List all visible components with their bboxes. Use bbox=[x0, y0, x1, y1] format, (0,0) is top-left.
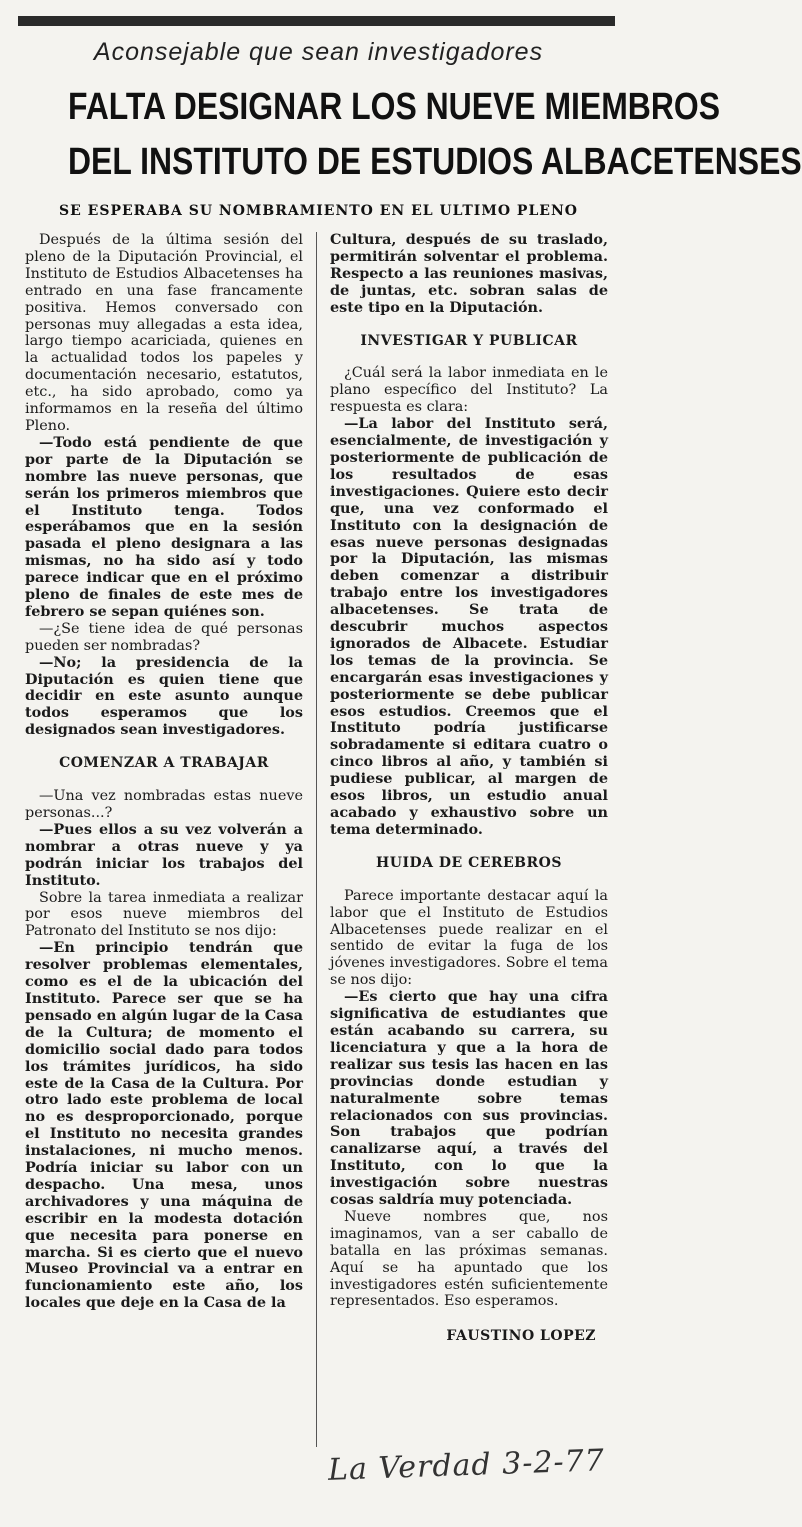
paragraph: —Todo está pendiente de que por parte de la Diputación se nombre las nueve personas, que serán los primeros miembros que el Instituto tenga. Todos esperábamos que en la sesión pasada el pleno designara a las mismas, no ha sido así y todo parece indicar que en el próximo pleno de finales de este mes de febrero se sepan quiénes son. bbox=[25, 433, 303, 620]
paragraph: —Pues ellos a su vez volverán a nombrar a otras nueve y ya podrán iniciar los trabajos del Instituto. bbox=[25, 820, 303, 889]
paragraph: Sobre la tarea inmediata a realizar por esos nueve miembros del Patronato del Instituto se nos dijo: bbox=[25, 889, 303, 940]
paragraph: —No; la presidencia de la Diputación es quien tiene que decidir en este asunto aunque todos esperamos que los designados sean investigadores. bbox=[25, 653, 303, 739]
section-title-comenzar: COMENZAR A TRABAJAR bbox=[59, 755, 269, 772]
paragraph: Parece importante destacar aquí la labor que el Instituto de Estudios Albacetenses puede realizar en el sentido de evitar la fuga de los jóvenes investigadores. Sobre el tema se nos dijo: bbox=[330, 887, 608, 989]
section-title-huida: HUIDA DE CEREBROS bbox=[376, 854, 562, 871]
headline-line-1: FALTA DESIGNAR LOS NUEVE MIEMBROS bbox=[68, 86, 721, 128]
byline: FAUSTINO LOPEZ bbox=[446, 1328, 596, 1345]
kicker: Aconsejable que sean investigadores bbox=[93, 38, 544, 66]
headline-line-2: DEL INSTITUTO DE ESTUDIOS ALBACETENSES bbox=[68, 141, 802, 183]
subheadline: SE ESPERABA SU NOMBRAMIENTO EN EL ULTIMO PLENO bbox=[59, 203, 578, 219]
right-column bbox=[330, 232, 608, 1345]
paragraph: ¿Cuál será la labor inmediata en le plano específico del Instituto? La respuesta es clara: bbox=[330, 365, 608, 416]
paragraph: —Una vez nombradas estas nueve personas...? bbox=[25, 788, 303, 821]
top-rule bbox=[18, 16, 615, 26]
paragraph: —La labor del Instituto será, esencialmente, de investigación y posteriormente de publicación de los resultados de esas investigaciones. Quiere esto decir que, una vez conformado el Instituto con la designación de esas nueve personas designadas por la Diputación, las mismas deben comenzar a distribuir trabajo entre los investigadores albacetenses. Se trata de descubrir muchos aspectos ignorados de Albacete. Estudiar los temas de la provincia. Se encargarán esas investigaciones y posteriormente se debe publicar esos estudios. Creemos que el Instituto podría justificarse sobradamente si editara cuatro o cinco libros al año, y también si pudiese publicar, al margen de esos libros, un estudio anual acabado y exhaustivo sobre un tema determinado. bbox=[330, 415, 608, 838]
paragraph: —¿Se tiene idea de qué personas pueden ser nombradas? bbox=[25, 620, 303, 654]
paragraph: Después de la última sesión del pleno de la Diputación Provincial, el Instituto de Estudios Albacetenses ha entrado en una fase francamente positiva. Hemos conversado con personas muy allegadas a esta idea, largo tiempo acariciada, quienes en la actualidad todos los papeles y documentación necesario, estatutos, etc., ha sido aprobado, como ya informamos en la reseña del último Pleno. bbox=[25, 232, 303, 434]
paragraph: —Es cierto que hay una cifra significativa de estudiantes que están acabando su carrera, su licenciatura y que a la hora de realizar sus tesis las hacen en las provincias donde estudian y naturalmente sobre temas relacionados con sus provincias. Son trabajos que podrían canalizarse aquí, a través del Instituto, con lo que la investigación sobre nuestras cosas saldría muy potenciada. bbox=[330, 988, 608, 1209]
paragraph: Nueve nombres que, nos imaginamos, van a ser caballo de batalla en las próximas semanas. Aquí se ha apuntado que los investigadores estén suficientemente representados. Eso esperamos. bbox=[330, 1208, 608, 1310]
handwritten-source-note: La Verdad 3-2-77 bbox=[327, 1443, 606, 1488]
paragraph-continued: Cultura, después de su traslado, permitirán solventar el problema. Respecto a las reuniones masivas, de juntas, etc. sobran salas de este tipo en la Diputación. bbox=[330, 231, 608, 316]
paragraph: —En principio tendrán que resolver problemas elementales, como es el de la ubicación del Instituto. Parece ser que se ha pensado en algún lugar de la Casa de la Cultura; de momento el domicilio social dado para todos los trámites jurídicos, ha sido este de la Casa de la Cultura. Por otro lado este problema de local no es desproporcionado, porque el Instituto no necesita grandes instalaciones, ni mucho menos. Podría iniciar su labor con un despacho. Una mesa, unos archivadores y una máquina de escribir en la modesta dotación que necesita para ponerse en marcha. Si es cierto que el nuevo Museo Provincial va a entrar en funcionamiento este año, los locales que deje en la Casa de la bbox=[25, 939, 303, 1312]
left-column bbox=[25, 232, 303, 1312]
section-title-investigar: INVESTIGAR Y PUBLICAR bbox=[360, 332, 578, 349]
column-divider bbox=[316, 232, 317, 1447]
